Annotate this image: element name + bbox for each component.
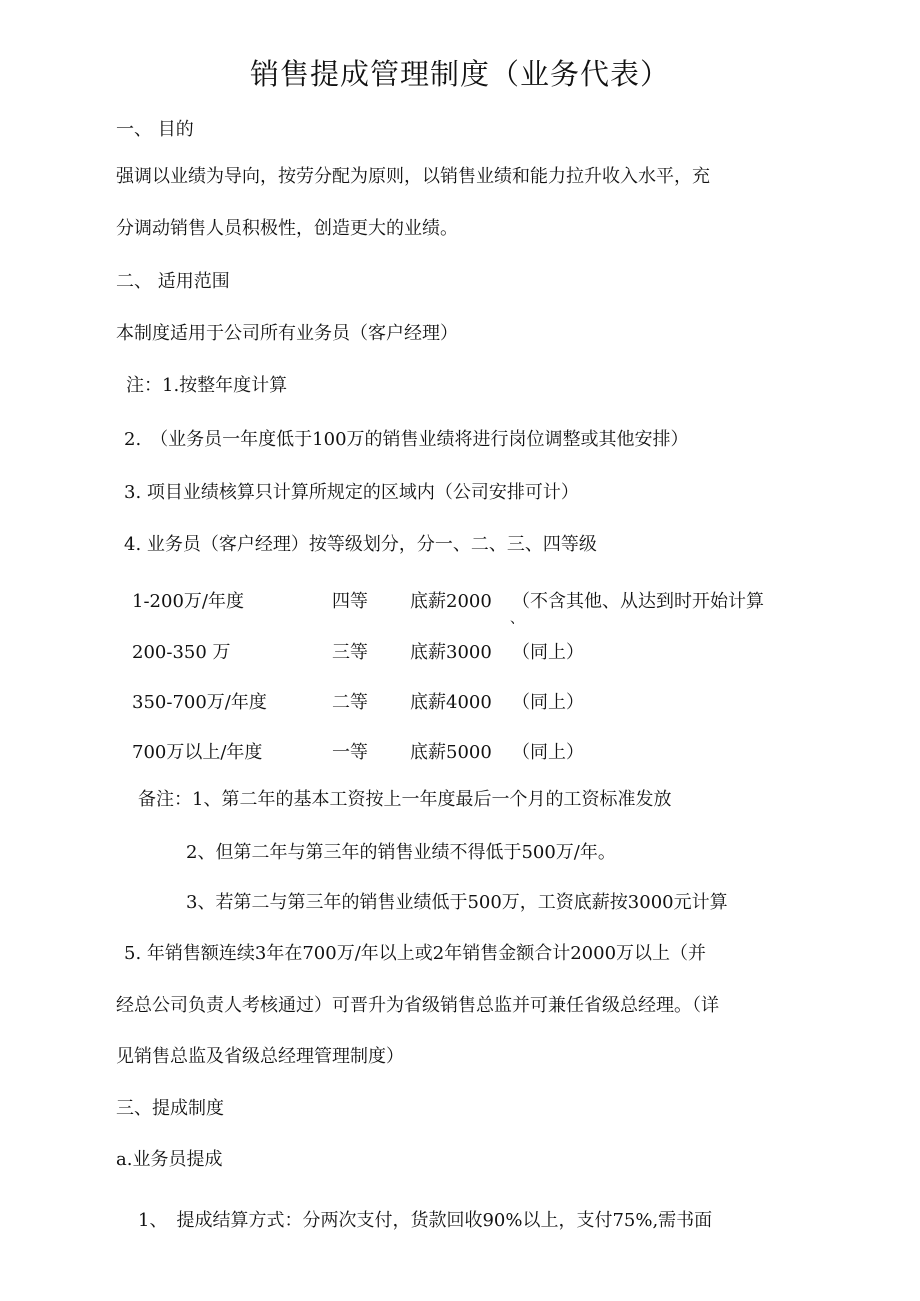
tier-row: [132, 640, 812, 666]
tier-note-tail: 、: [510, 611, 524, 627]
note-2: 2. （业务员一年度低于100万的销售业绩将进行岗位调整或其他安排）: [124, 429, 689, 450]
tier-grade: 二等: [332, 692, 368, 713]
tier-note: （不含其他、从达到时开始计算: [512, 591, 764, 612]
tier-note: （同上）: [512, 642, 584, 663]
note-4: 4. 业务员（客户经理）按等级划分，分一、二、三、四等级: [124, 534, 597, 555]
tier-row: [132, 589, 812, 615]
tier-salary: 底薪4000: [410, 692, 492, 713]
scope-text: 本制度适用于公司所有业务员（客户经理）: [116, 323, 458, 344]
tier-salary: 底薪3000: [410, 642, 492, 663]
item-5-line-1: 5. 年销售额连续3年在700万/年以上或2年销售金额合计2000万以上（并: [124, 943, 707, 964]
scope-heading: 二、 适用范围: [116, 271, 230, 292]
tier-salary: 底薪2000: [410, 591, 492, 612]
tier-range: 1-200万/年度: [132, 591, 244, 612]
tier-note: （同上）: [512, 742, 584, 763]
remark-3: 3、若第二与第三年的销售业绩低于500万，工资底薪按3000元计算: [186, 892, 728, 913]
tier-note: （同上）: [512, 692, 584, 713]
purpose-text-line-2: 分调动销售人员积极性，创造更大的业绩。: [116, 218, 458, 239]
tier-grade: 三等: [332, 642, 368, 663]
item-5-line-2: 经总公司负责人考核通过）可晋升为省级销售总监并可兼任省级总经理。（详: [116, 995, 719, 1016]
remark-1: 备注：1、第二年的基本工资按上一年度最后一个月的工资标准发放: [138, 789, 672, 810]
tier-row: [132, 740, 812, 766]
tier-salary: 底薪5000: [410, 742, 492, 763]
commission-subheading: a.业务员提成: [116, 1149, 223, 1170]
purpose-heading: 一、 目的: [116, 119, 194, 140]
commission-item-1: 1、 提成结算方式：分两次支付，货款回收90%以上，支付75%,需书面: [138, 1210, 713, 1231]
note-1: 注：1.按整年度计算: [126, 375, 288, 396]
purpose-text-line-1: 强调以业绩为导向，按劳分配为原则，以销售业绩和能力拉升收入水平，充: [116, 166, 710, 187]
note-3: 3. 项目业绩核算只计算所规定的区域内（公司安排可计）: [124, 482, 579, 503]
tier-grade: 四等: [332, 591, 368, 612]
remark-2: 2、但第二年与第三年的销售业绩不得低于500万/年。: [186, 842, 616, 863]
tier-range: 200-350 万: [132, 642, 231, 663]
tier-grade: 一等: [332, 742, 368, 763]
commission-heading: 三、提成制度: [116, 1098, 224, 1119]
tier-range: 350-700万/年度: [132, 692, 267, 713]
tier-row: [132, 690, 812, 716]
item-5-line-3: 见销售总监及省级总经理管理制度）: [116, 1046, 404, 1067]
tier-range: 700万以上/年度: [132, 742, 263, 763]
document-title: 销售提成管理制度（业务代表）: [249, 57, 670, 91]
